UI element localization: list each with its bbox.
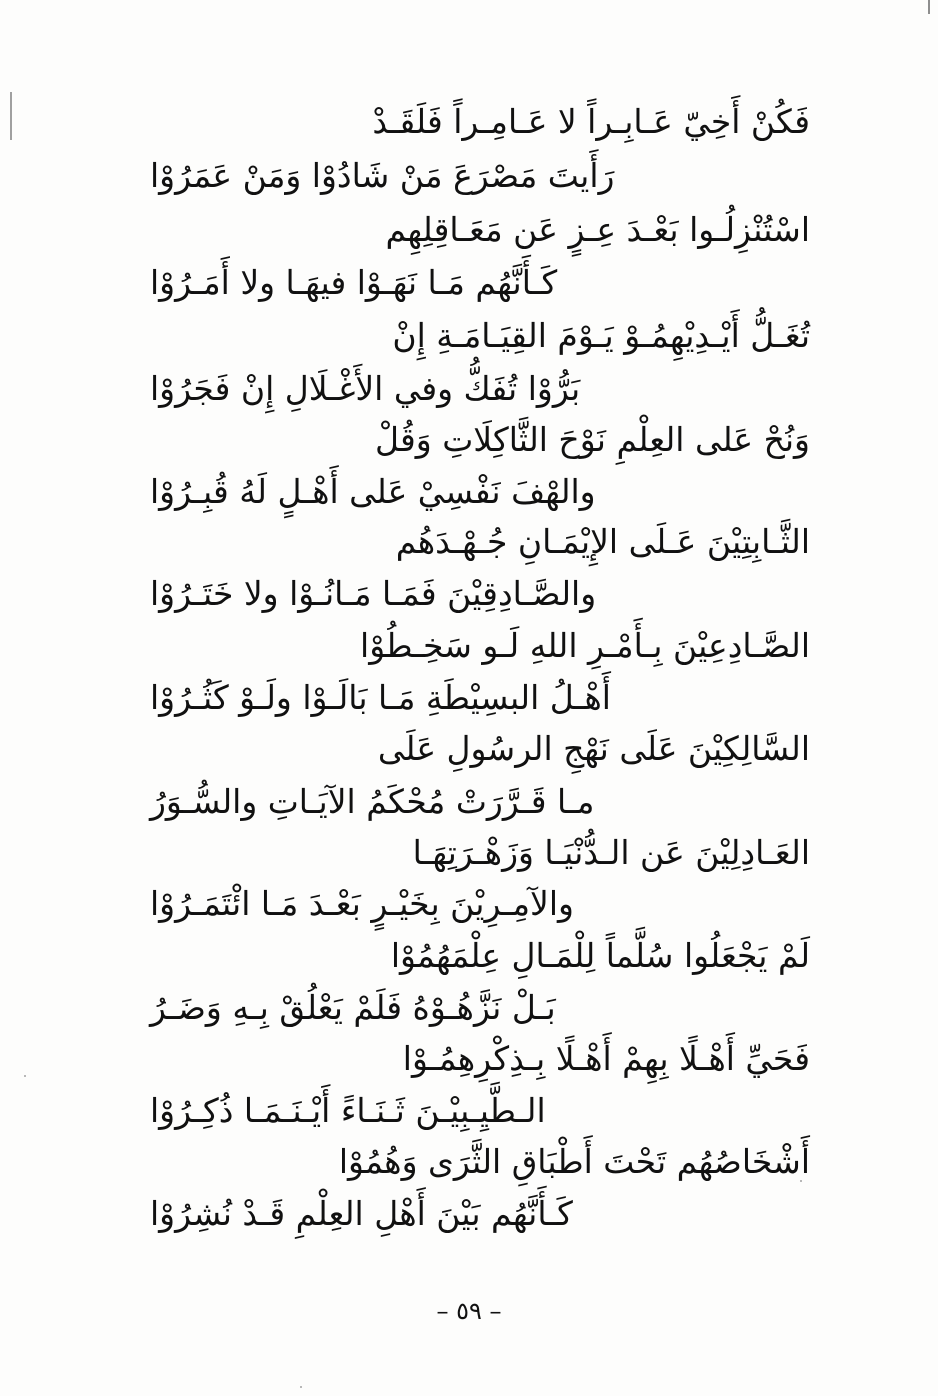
poem-line: العَـادِلِيْنَ عَن الـدُّنْيَـا وَزَهْـرَتِهَـا (412, 833, 810, 872)
poem-line: بَـلْ نَزَّهُـوْهُ فَلَمْ يَعْلُقْ بِـهِ وَضَـرُ (150, 988, 556, 1027)
left-margin-mark (10, 92, 12, 140)
poem-line: كَـأَنَّهُم بَيْنَ أَهْلِ العِلْمِ قَـدْ نُشِرُوْا (150, 1194, 573, 1233)
poem-line: فَحَيِّ أَهْـلًا بِهِمْ أَهْـلًا بِـذِكْرِهِمُـوْا (402, 1039, 810, 1078)
poem-line: لَمْ يَجْعَلُوا سُلَّماً لِلْمَـالِ عِلْمَهُمُوْا (390, 936, 810, 975)
poem-line: الثَّـابِتِيْنَ عَـلَى الإِيْمَـانِ جُـهْـدَهُم (395, 522, 810, 561)
poem-line: تُغَـلُّ أَيْـدِيْهِمُـوْ يَـوْمَ القِيَـامَـةِ إِنْ (392, 316, 810, 355)
poem-line: كَـأَنَّهُم مَـا نَهَـوْا فيهَـا ولا أَمَـرُوْا (150, 263, 558, 302)
poem-line: مـا قَـرَّرَتْ مُحْكَمُ الآيَـاتِ والسُّـوَرُ (150, 782, 595, 821)
poem-line: الصَّـادِعِيْنَ بِـأَمْـرِ اللهِ لَـو سَخِـطُوْا (360, 626, 810, 665)
top-right-margin-mark (928, 0, 930, 14)
page-number: – ٥٩ – (436, 1297, 502, 1325)
poem-line: أَشْخَاصُهُم تَحْتَ أَطْبَاقِ الثَّرَى وَهُمُوْا (338, 1142, 810, 1181)
poem-line: والهْفَ نَفْسِيْ عَلى أَهْـلٍ لَهُ قُبِـرُوْا (150, 472, 596, 511)
poem-line: بَرُّوْا تُفَكُّ وفي الأَغْـلَالِ إِنْ فَجَرُوْا (150, 369, 581, 408)
poem-line: والآمِـرِيْنَ بِخَيْـرٍ بَعْـدَ مَـا ائْتَمَـرُوْا (150, 884, 574, 923)
poem-line: رَأَيتَ مَصْرَعَ مَنْ شَادُوْا وَمَنْ عَمَرُوْا (150, 156, 615, 195)
scan-speck (24, 1075, 26, 1077)
scan-speck (300, 1386, 302, 1388)
poem-line: الـطَّيِـبِيْـنَ ثَـنَـاءً أَيْـنَـمَـا ذُكِـرُوْا (150, 1091, 546, 1130)
poem-line: السَّالِكِيْنَ عَلَى نَهْجِ الرسُولِ عَلَى (377, 729, 810, 768)
poem-line: وَنُحْ عَلى العِلْمِ نَوْحَ الثَّاكِلَاتِ وَقُلْ (375, 420, 810, 459)
poem-line: والصَّـادِقِيْنَ فَمَـا مَـانُـوْا ولا خَتَـرُوْا (150, 574, 597, 613)
poem-line: فَكُنْ أَخِيّ عَـابِـراً لا عَـامِـراً فَلَقَـدْ (372, 102, 810, 141)
poem-line: أَهْـلُ البسِيْطَةِ مَـا بَالَـوْا ولَـوْ كَثُـرُوْا (150, 678, 611, 717)
poem-line: اسْتُنْزِلُـوا بَعْـدَ عِـزٍ عَن مَعَـاقِلِهِم (385, 210, 810, 249)
